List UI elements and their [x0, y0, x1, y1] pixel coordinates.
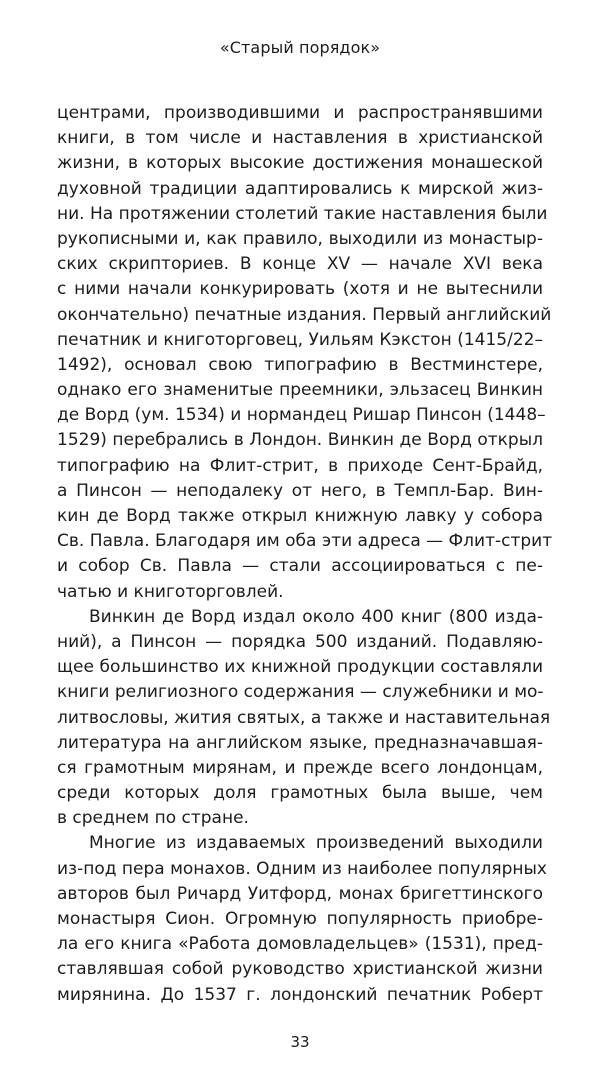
paragraph-3 — [57, 831, 547, 1007]
text-line: Винкин де Ворд издал около 400 книг (800 изда- — [89, 606, 543, 627]
text-line: ских скрипториев. В конце XV — начале XVI века — [57, 254, 543, 275]
text-line: жизни, в которых высокие достижения монашеской — [57, 153, 543, 174]
text-line: Многие из издаваемых произведений выходили — [89, 833, 543, 854]
text-line: ний), а Пинсон — порядка 500 изданий. Подавляю- — [57, 631, 543, 652]
paragraph-2 — [57, 605, 551, 832]
text-line: чатью и книготорговлей. — [57, 581, 284, 602]
text-line: рукописными и, как правило, выходили из монастыр- — [57, 228, 543, 249]
text-line: монастыря Сион. Огромную популярность приобре- — [57, 909, 543, 929]
text-line: типографию на Флит-стрит, в приходе Сент-Брайд, — [57, 455, 543, 476]
text-line: окончательно) печатные издания. Первый английский — [57, 304, 552, 325]
text-line: 1529) перебрались в Лондон. Винкин де Ворд открыл — [57, 430, 543, 451]
page-number: 33 — [290, 1033, 310, 1051]
text-line: и собор Св. Павла — стали ассоциироваться с пе- — [57, 556, 543, 577]
running-header: «Старый порядок» — [219, 38, 381, 57]
text-line: центрами, производившими и распространявшими — [57, 103, 543, 123]
paragraph-1 — [57, 101, 553, 605]
text-line: среди которых доля грамотных была выше, чем — [57, 783, 543, 804]
text-line: щее большинство их книжной продукции составляли — [57, 657, 543, 678]
text-line: ни. На протяжении столетий такие наставления были — [57, 203, 548, 224]
text-line: в среднем по стране. — [57, 808, 249, 829]
text-line: с ними начали конкурировать (хотя и не вытеснили — [57, 279, 543, 300]
text-line: духовной традиции адаптировались к мирской жиз- — [57, 178, 543, 199]
text-line: книги, в том числе и наставления в христианской — [57, 128, 543, 149]
text-line: ла его книга «Работа домовладельцев» (1531), пред- — [57, 934, 543, 955]
body-text — [57, 101, 553, 1008]
text-line: кин де Ворд также открыл книжную лавку у собора — [57, 506, 543, 526]
text-line: книги религиозного содержания — служебники и мо- — [57, 682, 544, 703]
text-line: литература на английском языке, предназначавшая- — [57, 732, 543, 753]
text-line: мирянина. До 1537 г. лондонский печатник Роберт — [57, 984, 543, 1005]
text-line: авторов был Ричард Уитфорд, монах бригеттинского — [57, 883, 543, 904]
text-line: из-под пера монахов. Одним из наиболее популярных — [57, 858, 547, 879]
text-line: Св. Павла. Благодаря им оба эти адреса — Флит-стрит — [57, 531, 553, 552]
text-line: печатник и книготорговец, Уильям Кэкстон (1415/22– — [57, 329, 543, 350]
text-line: ставлявшая собой руководство христианской жизни — [57, 959, 543, 980]
text-line: 1492), основал свою типографию в Вестминстере, — [57, 354, 543, 375]
text-line: однако его знаменитые преемники, эльзасец Винкин — [57, 380, 543, 401]
text-line: литвословы, жития святых, а также и наставительная — [57, 707, 551, 728]
text-line: де Ворд (ум. 1534) и нормандец Ришар Пинсон (1448– — [57, 405, 546, 426]
text-line: а Пинсон — неподалеку от него, в Темпл-Бар. Вин- — [57, 480, 543, 501]
text-line: ся грамотным мирянам, и прежде всего лондонцам, — [57, 757, 543, 778]
